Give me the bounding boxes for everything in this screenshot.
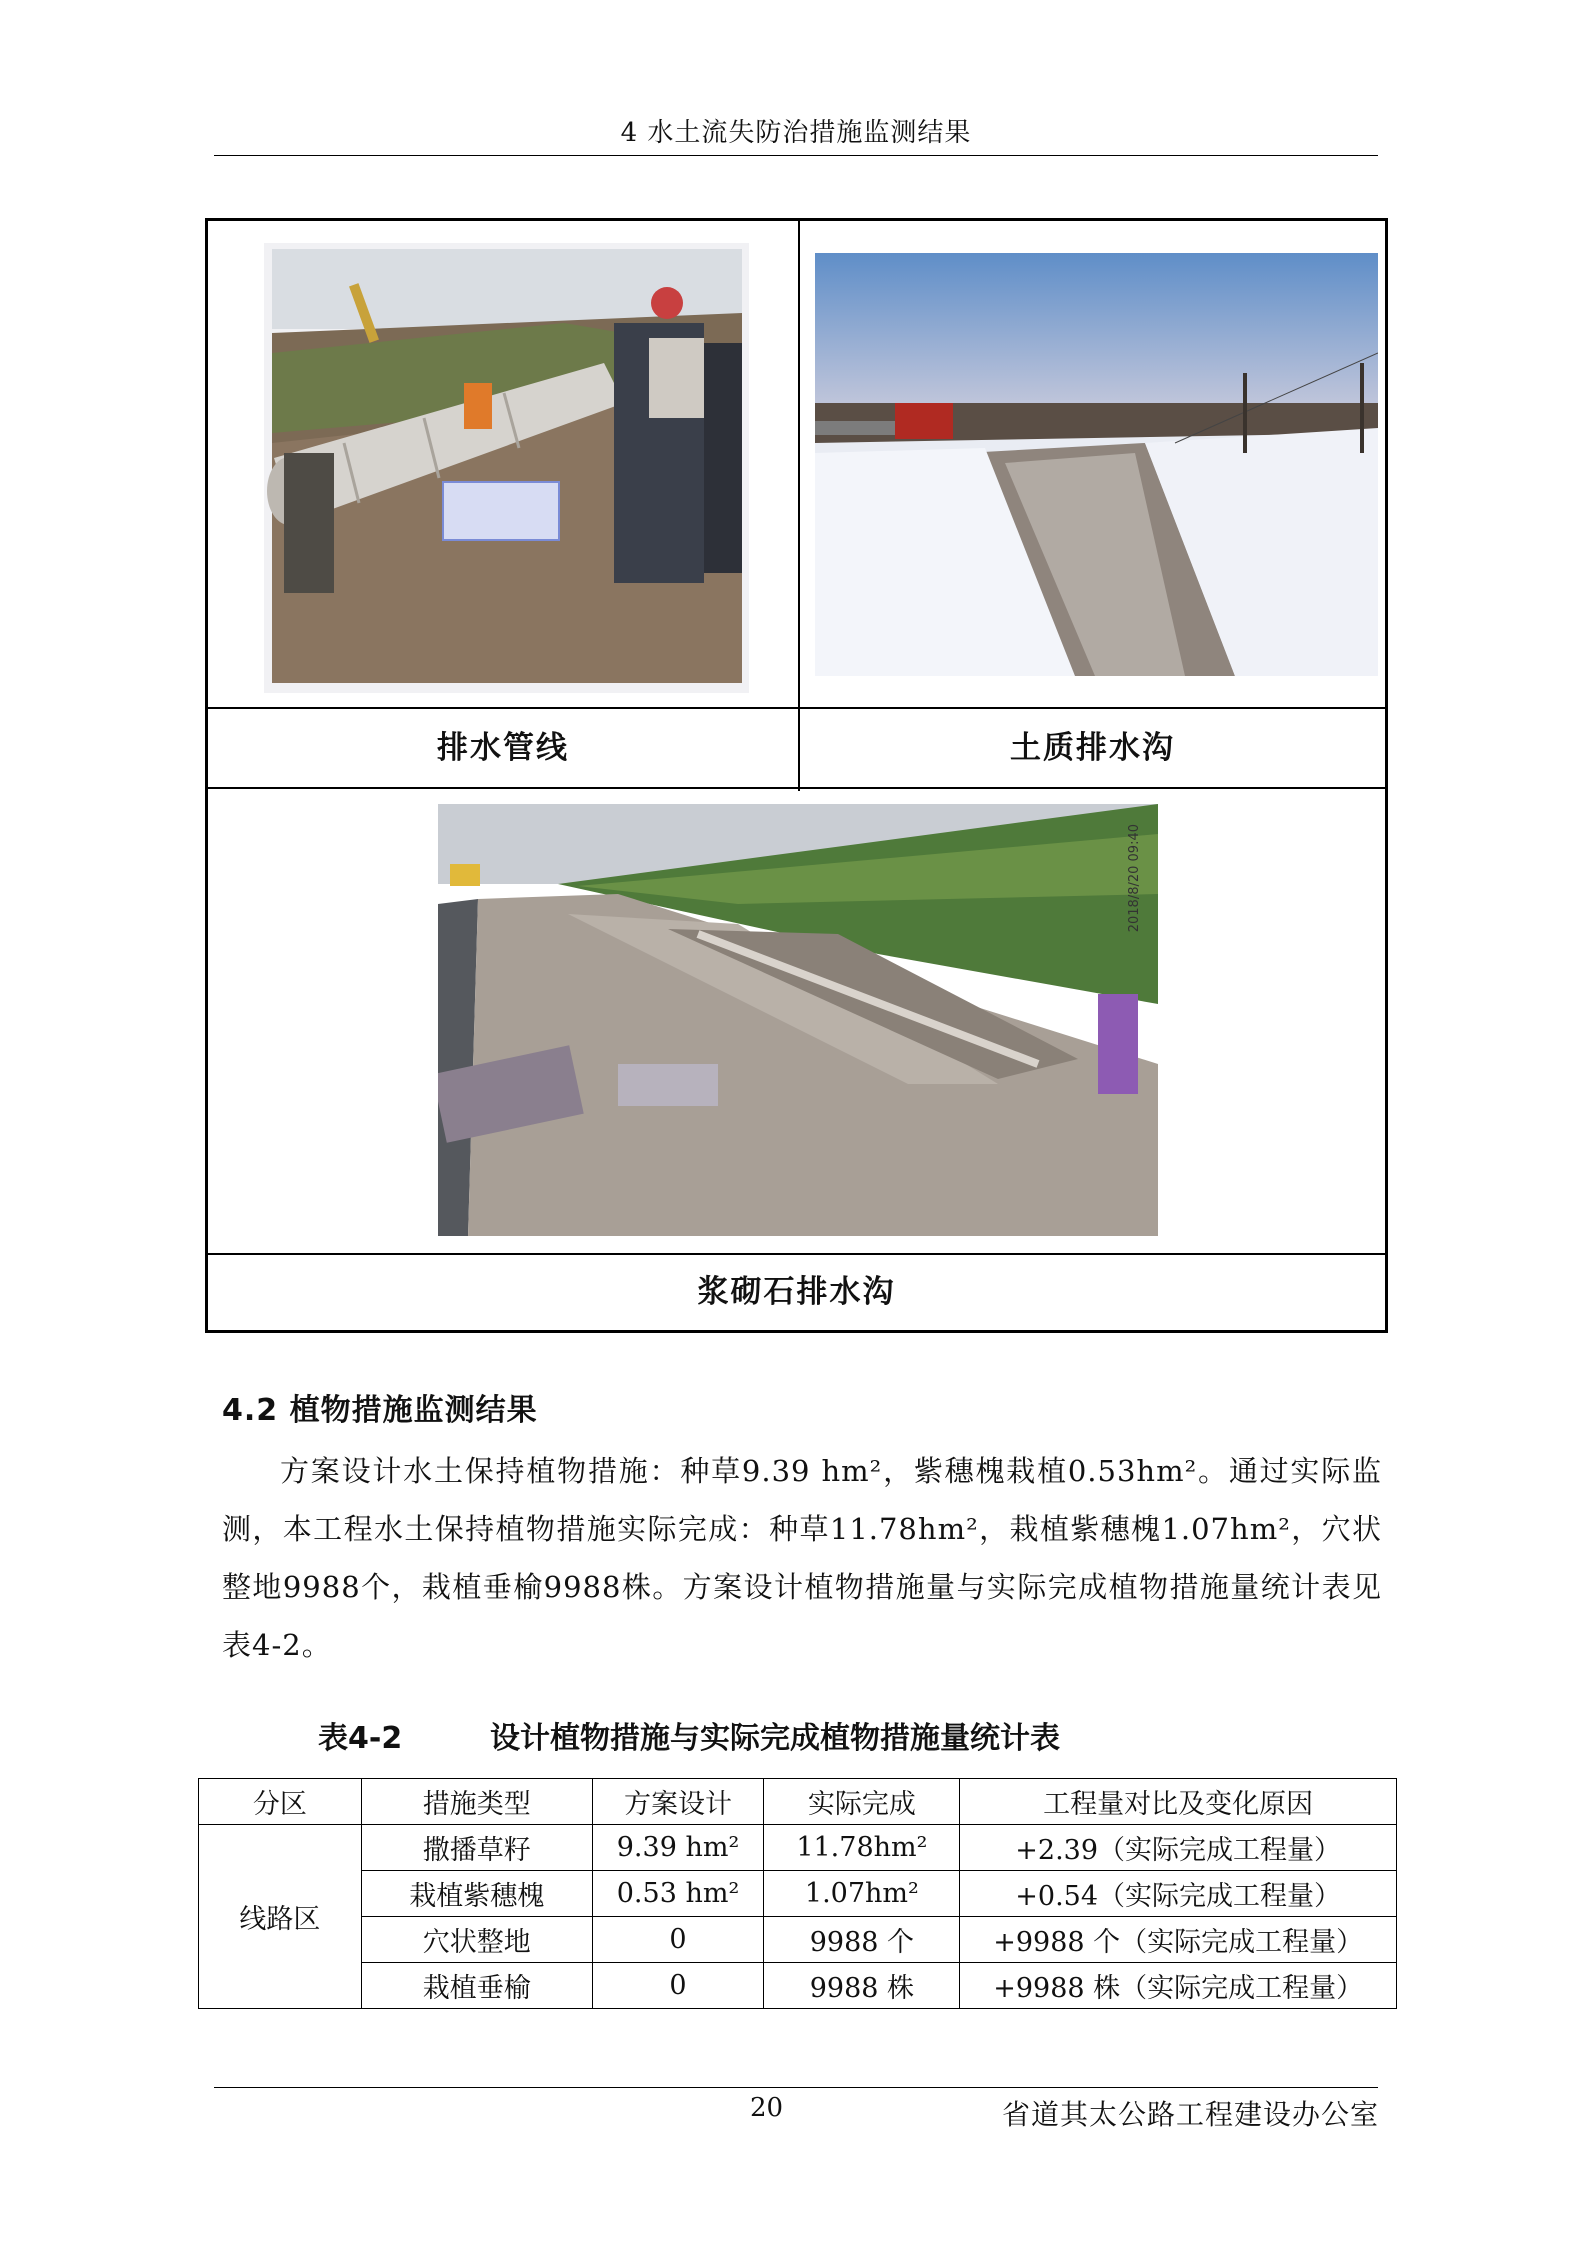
table-number: 表4-2 <box>318 1721 403 1756</box>
photo-caption: 排水管线 <box>437 730 569 766</box>
actual-value-cell: 1.07hm² <box>764 1871 960 1917</box>
table-header-cell: 分区 <box>199 1779 362 1825</box>
table-row <box>199 1825 1397 1871</box>
change-reason-cell: +2.39（实际完成工程量） <box>960 1825 1397 1871</box>
page-number: 20 <box>750 2093 784 2123</box>
table-header-cell: 工程量对比及变化原因 <box>960 1779 1397 1825</box>
table-title: 设计植物措施与实际完成植物措施量统计表 <box>490 1721 1060 1756</box>
photo-table-row-divider <box>208 787 1385 789</box>
table-header-cell: 实际完成 <box>764 1779 960 1825</box>
table-row <box>199 1871 1397 1917</box>
measure-type-cell: 撒播草籽 <box>361 1825 592 1871</box>
table-header-row <box>199 1779 1397 1825</box>
table-header-cell: 方案设计 <box>592 1779 764 1825</box>
measure-type-cell: 栽植紫穗槐 <box>361 1871 592 1917</box>
header-rule <box>214 155 1378 156</box>
photo-masonry-ditch-image <box>438 804 1158 1236</box>
design-value-cell: 0.53 hm² <box>592 1871 764 1917</box>
photo-drainage-pipeline-image <box>264 243 749 693</box>
section-heading: 4.2 植物措施监测结果 <box>222 1393 538 1428</box>
actual-value-cell: 9988 个 <box>764 1917 960 1963</box>
footer-rule <box>214 2087 1378 2088</box>
photo-caption: 土质排水沟 <box>1010 730 1175 766</box>
photo-table-vertical-divider <box>798 221 800 791</box>
change-reason-cell: +0.54（实际完成工程量） <box>960 1871 1397 1917</box>
section-paragraph <box>222 1442 1382 1674</box>
change-reason-cell: +9988 个（实际完成工程量） <box>960 1917 1397 1963</box>
zone-cell: 线路区 <box>199 1825 362 2009</box>
photo-earth-ditch-image <box>815 253 1378 676</box>
photo-drainage-pipeline <box>264 243 749 693</box>
photo-date-stamp: 2018/8/20 09:40 <box>1127 824 1142 933</box>
photo-masonry-ditch <box>438 804 1158 1236</box>
actual-value-cell: 11.78hm² <box>764 1825 960 1871</box>
table-row <box>199 1963 1397 2009</box>
plant-measures-table <box>198 1778 1397 2009</box>
table-header-cell: 措施类型 <box>361 1779 592 1825</box>
measure-type-cell: 穴状整地 <box>361 1917 592 1963</box>
measure-type-cell: 栽植垂榆 <box>361 1963 592 2009</box>
change-reason-cell: +9988 株（实际完成工程量） <box>960 1963 1397 2009</box>
table-caption <box>318 1713 1060 1757</box>
design-value-cell: 0 <box>592 1917 764 1963</box>
table-row <box>199 1917 1397 1963</box>
actual-value-cell: 9988 株 <box>764 1963 960 2009</box>
design-value-cell: 0 <box>592 1963 764 2009</box>
photo-caption: 浆砌石排水沟 <box>697 1274 896 1310</box>
photo-earth-ditch <box>815 253 1378 676</box>
paragraph-text: 方案设计水土保持植物措施：种草9.39 hm²，紫穗槐栽植0.53hm²。通过实际监测，本工程水土保持植物措施实际完成：种草11.78hm²，栽植紫穗槐1.07hm²，穴状整地9988个，栽植垂榆9988株。方案设计植物措施量与实际完成植物措施量统计表见表4-2。 <box>222 1454 1382 1662</box>
running-header: 4 水土流失防治措施监测结果 <box>620 118 972 148</box>
design-value-cell: 9.39 hm² <box>592 1825 764 1871</box>
photo-table <box>205 218 1388 1333</box>
footer-organization: 省道其太公路工程建设办公室 <box>1001 2098 1379 2131</box>
